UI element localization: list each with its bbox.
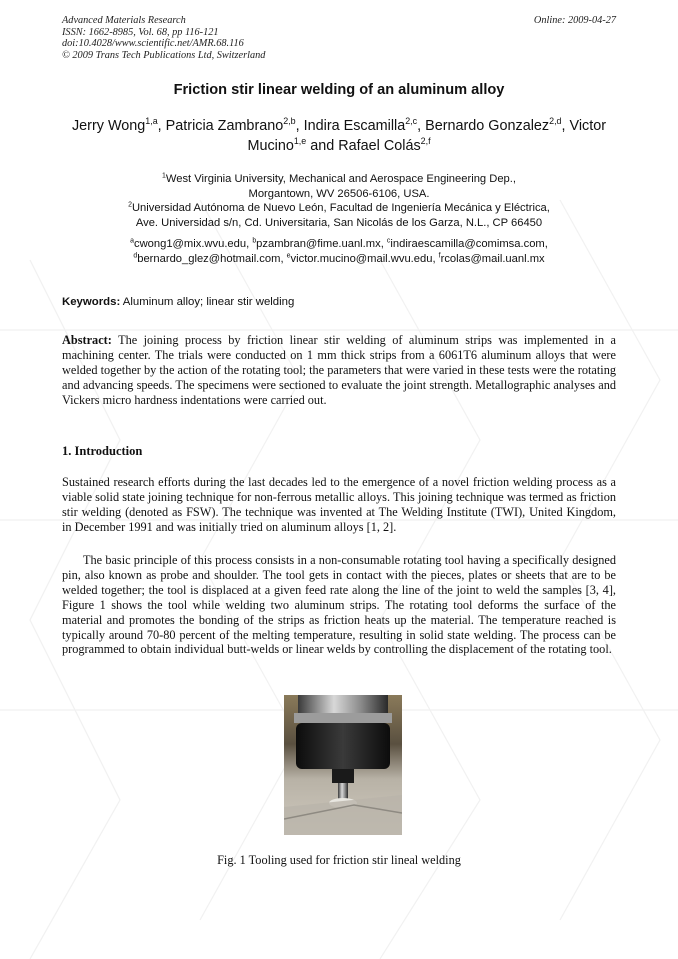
affiliation: $^2$Universidad Autónoma de Nuevo León, Facultad de Ingeniería Mecánica y Eléctrica, <box>128 201 550 215</box>
affiliations <box>62 172 616 230</box>
keywords <box>62 296 616 308</box>
author: Jerry Wong$^{1,a}$ <box>71 116 158 134</box>
keywords-text: Aluminum alloy; linear stir welding <box>122 296 295 308</box>
author: Rafael Colás$^{2,f}$ <box>338 135 431 154</box>
author-emails: $^a$cwong1@mix.wvu.edu, $^b$pzambran@fime.uanl.mx, $^c$indiraescamilla@comimsa.com, $^d$bernardo_glez@hotmail.com, $^e$victor.mucino@mail.wvu.edu, $^f$rcolas@mail.uanl.mx <box>130 237 548 265</box>
affiliation-address: Morgantown, WV 26506-6106, USA. <box>248 187 430 200</box>
email[interactable]: $^f$rcolas@mail.uanl.mx <box>438 251 545 265</box>
paper-title: Friction stir linear welding of an aluminum alloy <box>173 82 505 98</box>
author: Indira Escamilla$^{2,c}$ <box>303 116 418 134</box>
doi-line: doi:10.4028/www.scientific.net/AMR.68.116 <box>62 38 244 50</box>
online-date: Online: 2009-04-27 <box>533 15 616 26</box>
keywords-label: Keywords: <box>62 296 121 308</box>
author: Victor Mucino$^{1,e}$ <box>247 118 607 154</box>
author: Bernardo Gonzalez$^{2,d}$ <box>425 116 562 134</box>
paragraph: Sustained research efforts during the last decades led to the emergence of a novel friction welding process as a viable solid state joining technique for non-ferrous metallic alloys. This joining technique was termed as friction stir welding (denoted as FSW). The technique was invented at The Welding Institute (TWI), United Kingdom, in December 1991 and was initially tried on aluminum alloys [1, 2]. <box>62 475 616 534</box>
figure-photo <box>284 695 402 835</box>
author-list: Jerry Wong$^{1,a}$, Patricia Zambrano$^{2,b}$, Indira Escamilla$^{2,c}$, Bernardo Gonzalez$^{2,d}$, Victor Mucino$^{1,e}$ and Rafael Colás$^{2,f}$ <box>71 116 607 154</box>
email[interactable]: $^d$bernardo_glez@hotmail.com <box>133 251 281 265</box>
affiliation-address: Ave. Universidad s/n, Cd. Universitaria, San Nicolás de los Garza, N.L., CP 66450 <box>135 216 543 229</box>
abstract <box>62 333 616 408</box>
copyright-line: © 2009 Trans Tech Publications Ltd, Switzerland <box>62 49 266 61</box>
abstract-label: Abstract: <box>62 333 112 347</box>
email[interactable]: $^b$pzambran@fime.uanl.mx <box>252 237 381 250</box>
section-heading: 1. Introduction <box>62 444 143 458</box>
author: Patricia Zambrano$^{2,b}$ <box>165 116 296 134</box>
paragraph: The basic principle of this process consists in a non-consumable rotating tool having a specifically designed pin, also known as probe and shoulder. The tool gets in contact with the pieces, plates or sheets that are to be welded together; the tool is displaced at a given feed rate along the line of the joint to weld the samples [3, 4], Figure 1 shows the tool while welding two aluminum strips. The rotating tool deforms the surface of the material and promotes the bonding of the strips as friction heats up the material. The temperature reached is typically around 70-80 percent of the melting temperature, resulting in solid state welding. The process can be programmed to obtain individual butt-welds or linear welds by controlling the displacement of the rotating tool. <box>62 553 616 657</box>
email[interactable]: $^e$victor.mucino@mail.wvu.edu <box>286 251 433 265</box>
figure-caption: Fig. 1 Tooling used for friction stir lineal welding <box>217 853 461 867</box>
journal-header <box>62 15 265 61</box>
issn-line: ISSN: 1662-8985, Vol. 68, pp 116-121 <box>62 26 219 38</box>
abstract-text: The joining process by friction linear stir welding of aluminum strips was implemented in a machining center. The trials were conducted on 1 mm thick strips from a 6061T6 aluminum alloys that were welded together by the action of the rotating tool; the parameters that were varied in these tests were the rotating and advancing speeds. The specimens were sectioned to evaluate the joint strength. Metallographic analyses and Vickers micro hardness indentations were carried out. <box>62 333 616 407</box>
journal-name: Advanced Materials Research <box>62 15 186 26</box>
email[interactable]: $^c$indiraescamilla@comimsa.com <box>386 237 545 250</box>
affiliation: $^1$West Virginia University, Mechanical and Aerospace Engineering Dep., <box>162 172 516 185</box>
email[interactable]: $^a$cwong1@mix.wvu.edu <box>130 237 247 250</box>
